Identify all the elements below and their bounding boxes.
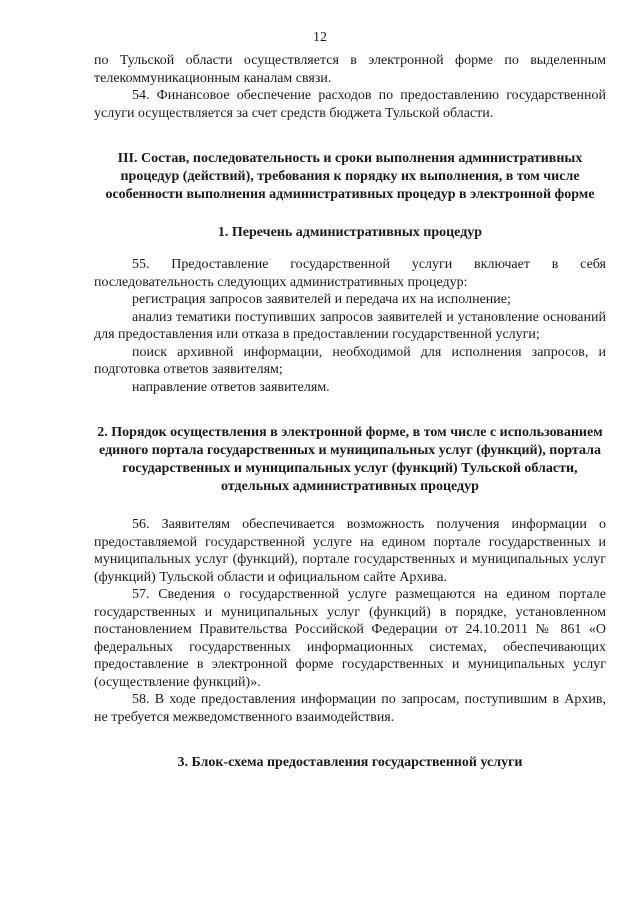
paragraph-55: 55. Предоставление государственной услуги включает в себя последовательность следующих административных процедур:: [94, 257, 606, 290]
section-3-heading: III. Состав, последовательность и сроки выполнения административных процедур (действий), требования к порядку их выполнения, в том числе особенности выполнения административных процедур в электронной форме: [105, 151, 595, 202]
document-body: [94, 52, 606, 772]
subsection-2-heading: 2. Порядок осуществления в электронной форме, в том числе с использованием единого портала государственных и муниципальных услуг (функций), портала государственных и муниципальных услуг (функций) Тульской области, отдельных административных процедур: [97, 425, 603, 494]
list-item-55-4: направление ответов заявителям.: [132, 379, 330, 395]
list-item-55-1: регистрация запросов заявителей и передача их на исполнение;: [132, 292, 511, 307]
list-item-55-2: анализ тематики поступивших запросов заявителей и установление оснований для предоставления или отказа в предоставлении государственной услуги;: [94, 309, 606, 342]
subsection-3-heading: 3. Блок-схема предоставления государственной услуги: [177, 755, 523, 770]
list-item-55-3: поиск архивной информации, необходимой для исполнения запросов, и подготовка ответов заявителям;: [94, 344, 606, 377]
paragraph-57: 57. Сведения о государственной услуге размещаются на едином портале государственных и муниципальных услуг (функций) в порядке, установленном постановлением Правительства Российской Федерации от 24.10.2011 № 861 «О федеральных государственных информационных системах, обеспечивающих предоставление в электронной форме государственных и муниципальных услуг (осуществление функций)».: [94, 587, 606, 690]
paragraph-54: 54. Финансовое обеспечение расходов по предоставлению государственной услуги осуществляется за счет средств бюджета Тульской области.: [94, 88, 606, 121]
paragraph-56: 56. Заявителям обеспечивается возможность получения информации о предоставляемой государственной услуге на едином портале государственных и муниципальных услуг (функций), портале государственных и муниципальных услуг (функций) Тульской области и официальном сайте Архива.: [94, 517, 606, 585]
subsection-1-heading: 1. Перечень административных процедур: [217, 225, 483, 240]
paragraph-58: 58. В ходе предоставления информации по запросам, поступившим в Архив, не требуется межведомственного взаимодействия.: [94, 692, 606, 725]
paragraph-continuation: по Тульской области осуществляется в электронной форме по выделенным телекоммуникационным каналам связи.: [94, 53, 606, 86]
page-number: 12: [313, 30, 327, 45]
